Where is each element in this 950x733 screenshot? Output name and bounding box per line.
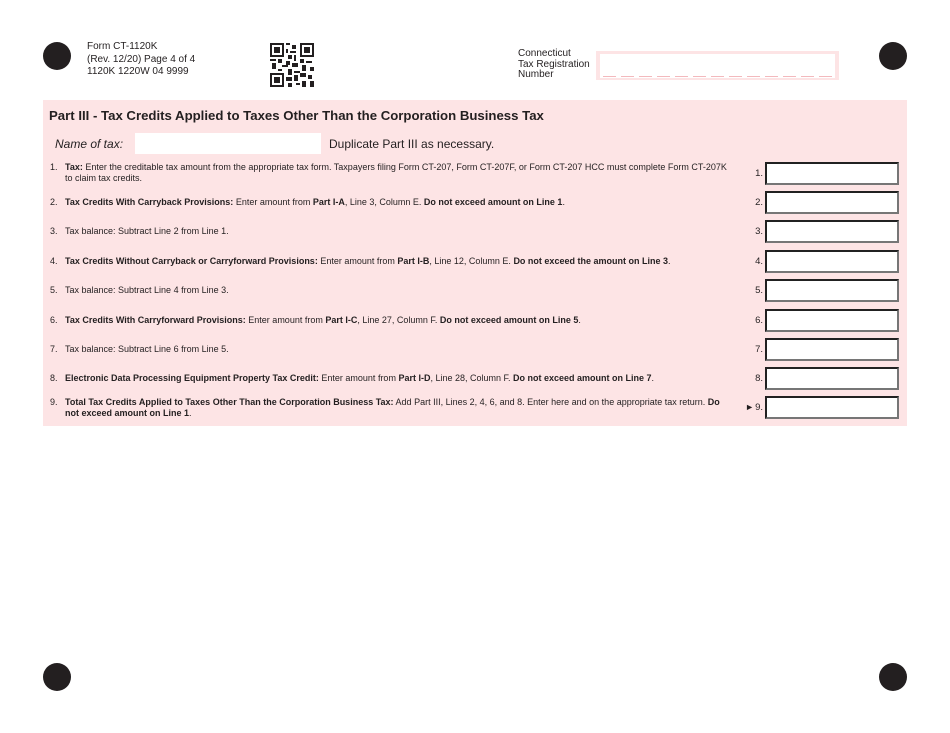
line-1-amount-input[interactable] bbox=[765, 162, 899, 185]
line-7-description: 7. Tax balance: Subtract Line 6 from Line 5. bbox=[50, 344, 229, 354]
registration-mark-top-right bbox=[879, 42, 907, 70]
tax-registration-digit-slots bbox=[600, 54, 835, 78]
line-6-description: 6. Tax Credits With Carryforward Provisions: Enter amount from Part I-C, Line 27, Column F. Do not exceed amount on Line 5. bbox=[50, 315, 581, 325]
line-8-number: 8. bbox=[755, 373, 763, 384]
name-of-tax-input[interactable] bbox=[135, 133, 321, 154]
line-4-number: 4. bbox=[755, 256, 763, 267]
qr-code-icon bbox=[270, 43, 314, 87]
tax-registration-number-field[interactable] bbox=[596, 51, 839, 80]
line-7-number: 7. bbox=[755, 344, 763, 355]
line-6-amount-input[interactable] bbox=[765, 309, 899, 332]
line-9-description: 9. Total Tax Credits Applied to Taxes Other Than the Corporation Business Tax: Add Part III, Lines 2, 4, 6, and 8. Enter here and on the appropriate tax return. Do not exceed amount on Line 1. bbox=[50, 397, 720, 418]
line-9-number: ►9. bbox=[745, 402, 763, 413]
part-iii-title: Part III - Tax Credits Applied to Taxes Other Than the Corporation Business Tax bbox=[49, 108, 544, 123]
line-2-number: 2. bbox=[755, 197, 763, 208]
registration-mark-bottom-left bbox=[43, 663, 71, 691]
line-6-number: 6. bbox=[755, 315, 763, 326]
line-8-description: 8. Electronic Data Processing Equipment Property Tax Credit: Enter amount from Part I-D, Line 28, Column F. Do not exceed amount on Line 7. bbox=[50, 373, 655, 383]
line-7-amount-input[interactable] bbox=[765, 338, 899, 361]
registration-mark-top-left bbox=[43, 42, 71, 70]
line-1-number: 1. bbox=[755, 168, 763, 179]
registration-mark-bottom-right bbox=[879, 663, 907, 691]
line-5-description: 5. Tax balance: Subtract Line 4 from Line 3. bbox=[50, 285, 229, 295]
form-code: 1120K 1220W 04 9999 bbox=[87, 66, 189, 77]
line-3-amount-input[interactable] bbox=[765, 220, 899, 243]
name-of-tax-label: Name of tax: bbox=[55, 137, 124, 151]
line-4-amount-input[interactable] bbox=[765, 250, 899, 273]
line-9-amount-input[interactable] bbox=[765, 396, 899, 419]
line-1-description: 1. Tax: Enter the creditable tax amount from the appropriate tax form. Taxpayers filing Form CT-207, Form CT-207F, or Form CT-207 HCC must complete Form CT-207K to claim tax credits. bbox=[50, 162, 727, 183]
form-name: Form CT-1120K bbox=[87, 41, 158, 52]
line-2-amount-input[interactable] bbox=[765, 191, 899, 214]
line-2-description: 2. Tax Credits With Carryback Provisions: Enter amount from Part I-A, Line 3, Column E. Do not exceed amount on Line 1. bbox=[50, 197, 565, 207]
tax-registration-label: Connecticut Tax Registration Number bbox=[518, 48, 590, 80]
duplicate-note: Duplicate Part III as necessary. bbox=[329, 137, 495, 151]
form-revision: (Rev. 12/20) Page 4 of 4 bbox=[87, 53, 196, 65]
line-3-description: 3. Tax balance: Subtract Line 2 from Line 1. bbox=[50, 226, 229, 236]
line-8-amount-input[interactable] bbox=[765, 367, 899, 390]
line-4-description: 4. Tax Credits Without Carryback or Carryforward Provisions: Enter amount from Part I-B, Line 12, Column E. Do not exceed the amount on Line 3. bbox=[50, 256, 671, 266]
arrow-right-icon: ► bbox=[745, 402, 755, 412]
line-5-number: 5. bbox=[755, 285, 763, 296]
line-5-amount-input[interactable] bbox=[765, 279, 899, 302]
line-3-number: 3. bbox=[755, 226, 763, 237]
form-identification bbox=[87, 41, 195, 79]
